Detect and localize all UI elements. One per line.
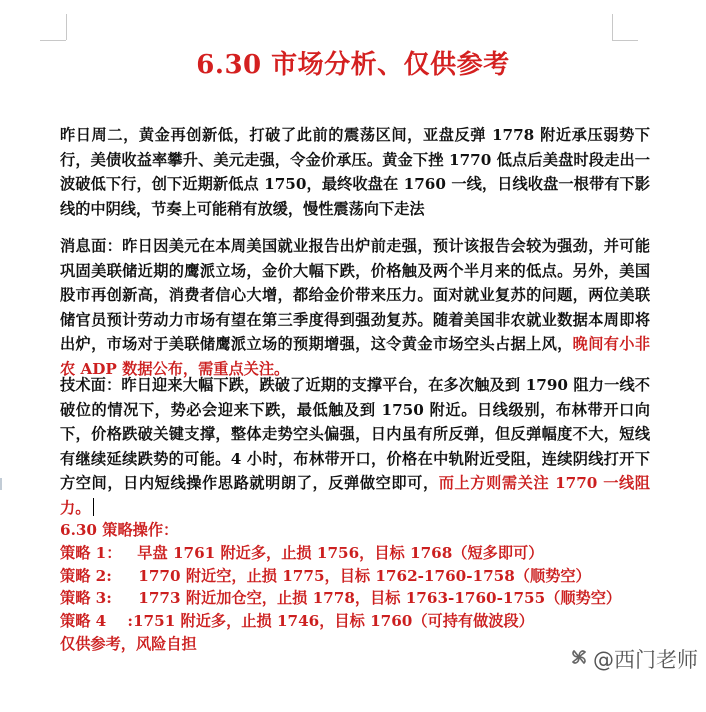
paragraph-technical[interactable] xyxy=(60,373,650,520)
paragraph-news-highlight: 晚间有小非农 ADP 数据公布，需重点关注。 xyxy=(60,335,651,378)
margin-marker-icon xyxy=(0,478,10,490)
strategy-item-2: 策略 2: 1770 附近空，止损 1775，目标 1762-1760-1758（顺势空） xyxy=(60,566,591,585)
strategy-heading: 6.30 策略操作： xyxy=(60,521,179,539)
strategy-item-4: 策略 4 :1751 附近多，止损 1746，目标 1760（可持有做波段） xyxy=(60,612,534,631)
paragraph-technical-highlight: 而上方则需关注 1770 一线阻力。 xyxy=(60,474,650,517)
watermark-text: @西门老师 xyxy=(593,648,698,672)
disclaimer: 仅供参考，风险自担 xyxy=(60,634,197,653)
paragraph-news xyxy=(60,234,650,381)
strategy-item-1: 策略 1： 早盘 1761 附近多，止损 1756，目标 1768（短多即可） xyxy=(60,543,544,562)
text-cursor xyxy=(93,498,94,516)
paragraph-market-review xyxy=(60,123,650,221)
paragraph-news-text: 消息面：昨日因美元在本周美国就业报告出炉前走强，预计该报告会较为强劲，并可能巩固美联储近期的鹰派立场，金价大幅下跌，价格触及两个半月来的低点。另外，美国股市再创新高，消费者信心大增，都给金价带来压力。面对就业复苏的问题，两位美联储官员预计劳动力市场有望在第三季度得到强劲复苏。随着美国非农就业数据本周即将出炉，市场对于美联储鹰派立场的预期增强，这令黄金市场空头占据上风， xyxy=(60,237,650,353)
strategy-section xyxy=(60,519,660,656)
pinwheel-icon xyxy=(569,647,589,672)
watermark xyxy=(569,644,698,674)
page-title: 6.30 市场分析、仅供参考 xyxy=(196,50,510,80)
paragraph-market-review-text: 昨日周二，黄金再创新低，打破了此前的震荡区间，亚盘反弹 1778 附近承压弱势下行，美债收益率攀升、美元走强，令金价承压。黄金下挫 1770 低点后美盘时段走出一波破低下行，创下近期新低点 1750，最终收盘在 1760 一线，日线收盘一根带有下影线的中阴线，节奏上可能稍有放缓，慢性震荡向下走法 xyxy=(60,126,650,218)
paragraph-technical-text: 技术面：昨日迎来大幅下跌，跌破了近期的支撑平台，在多次触及到 1790 阻力一线不破位的情况下，势必会迎来下跌，最低触及到 1750 附近。日线级别，布林带开口向下，价格跌破关键支撑，整体走势空头偏强，日内虽有所反弹，但反弹幅度不大，短线有继续延续跌势的可能。4 小时，布林带开口，价格在中轨附近受阻，连续阴线打开下方空间，日内短线操作思路就明朗了，反弹做空即可， xyxy=(60,376,650,492)
strategy-item-3: 策略 3: 1773 附近加仓空，止损 1778，目标 1763-1760-1755（顺势空） xyxy=(60,589,622,608)
